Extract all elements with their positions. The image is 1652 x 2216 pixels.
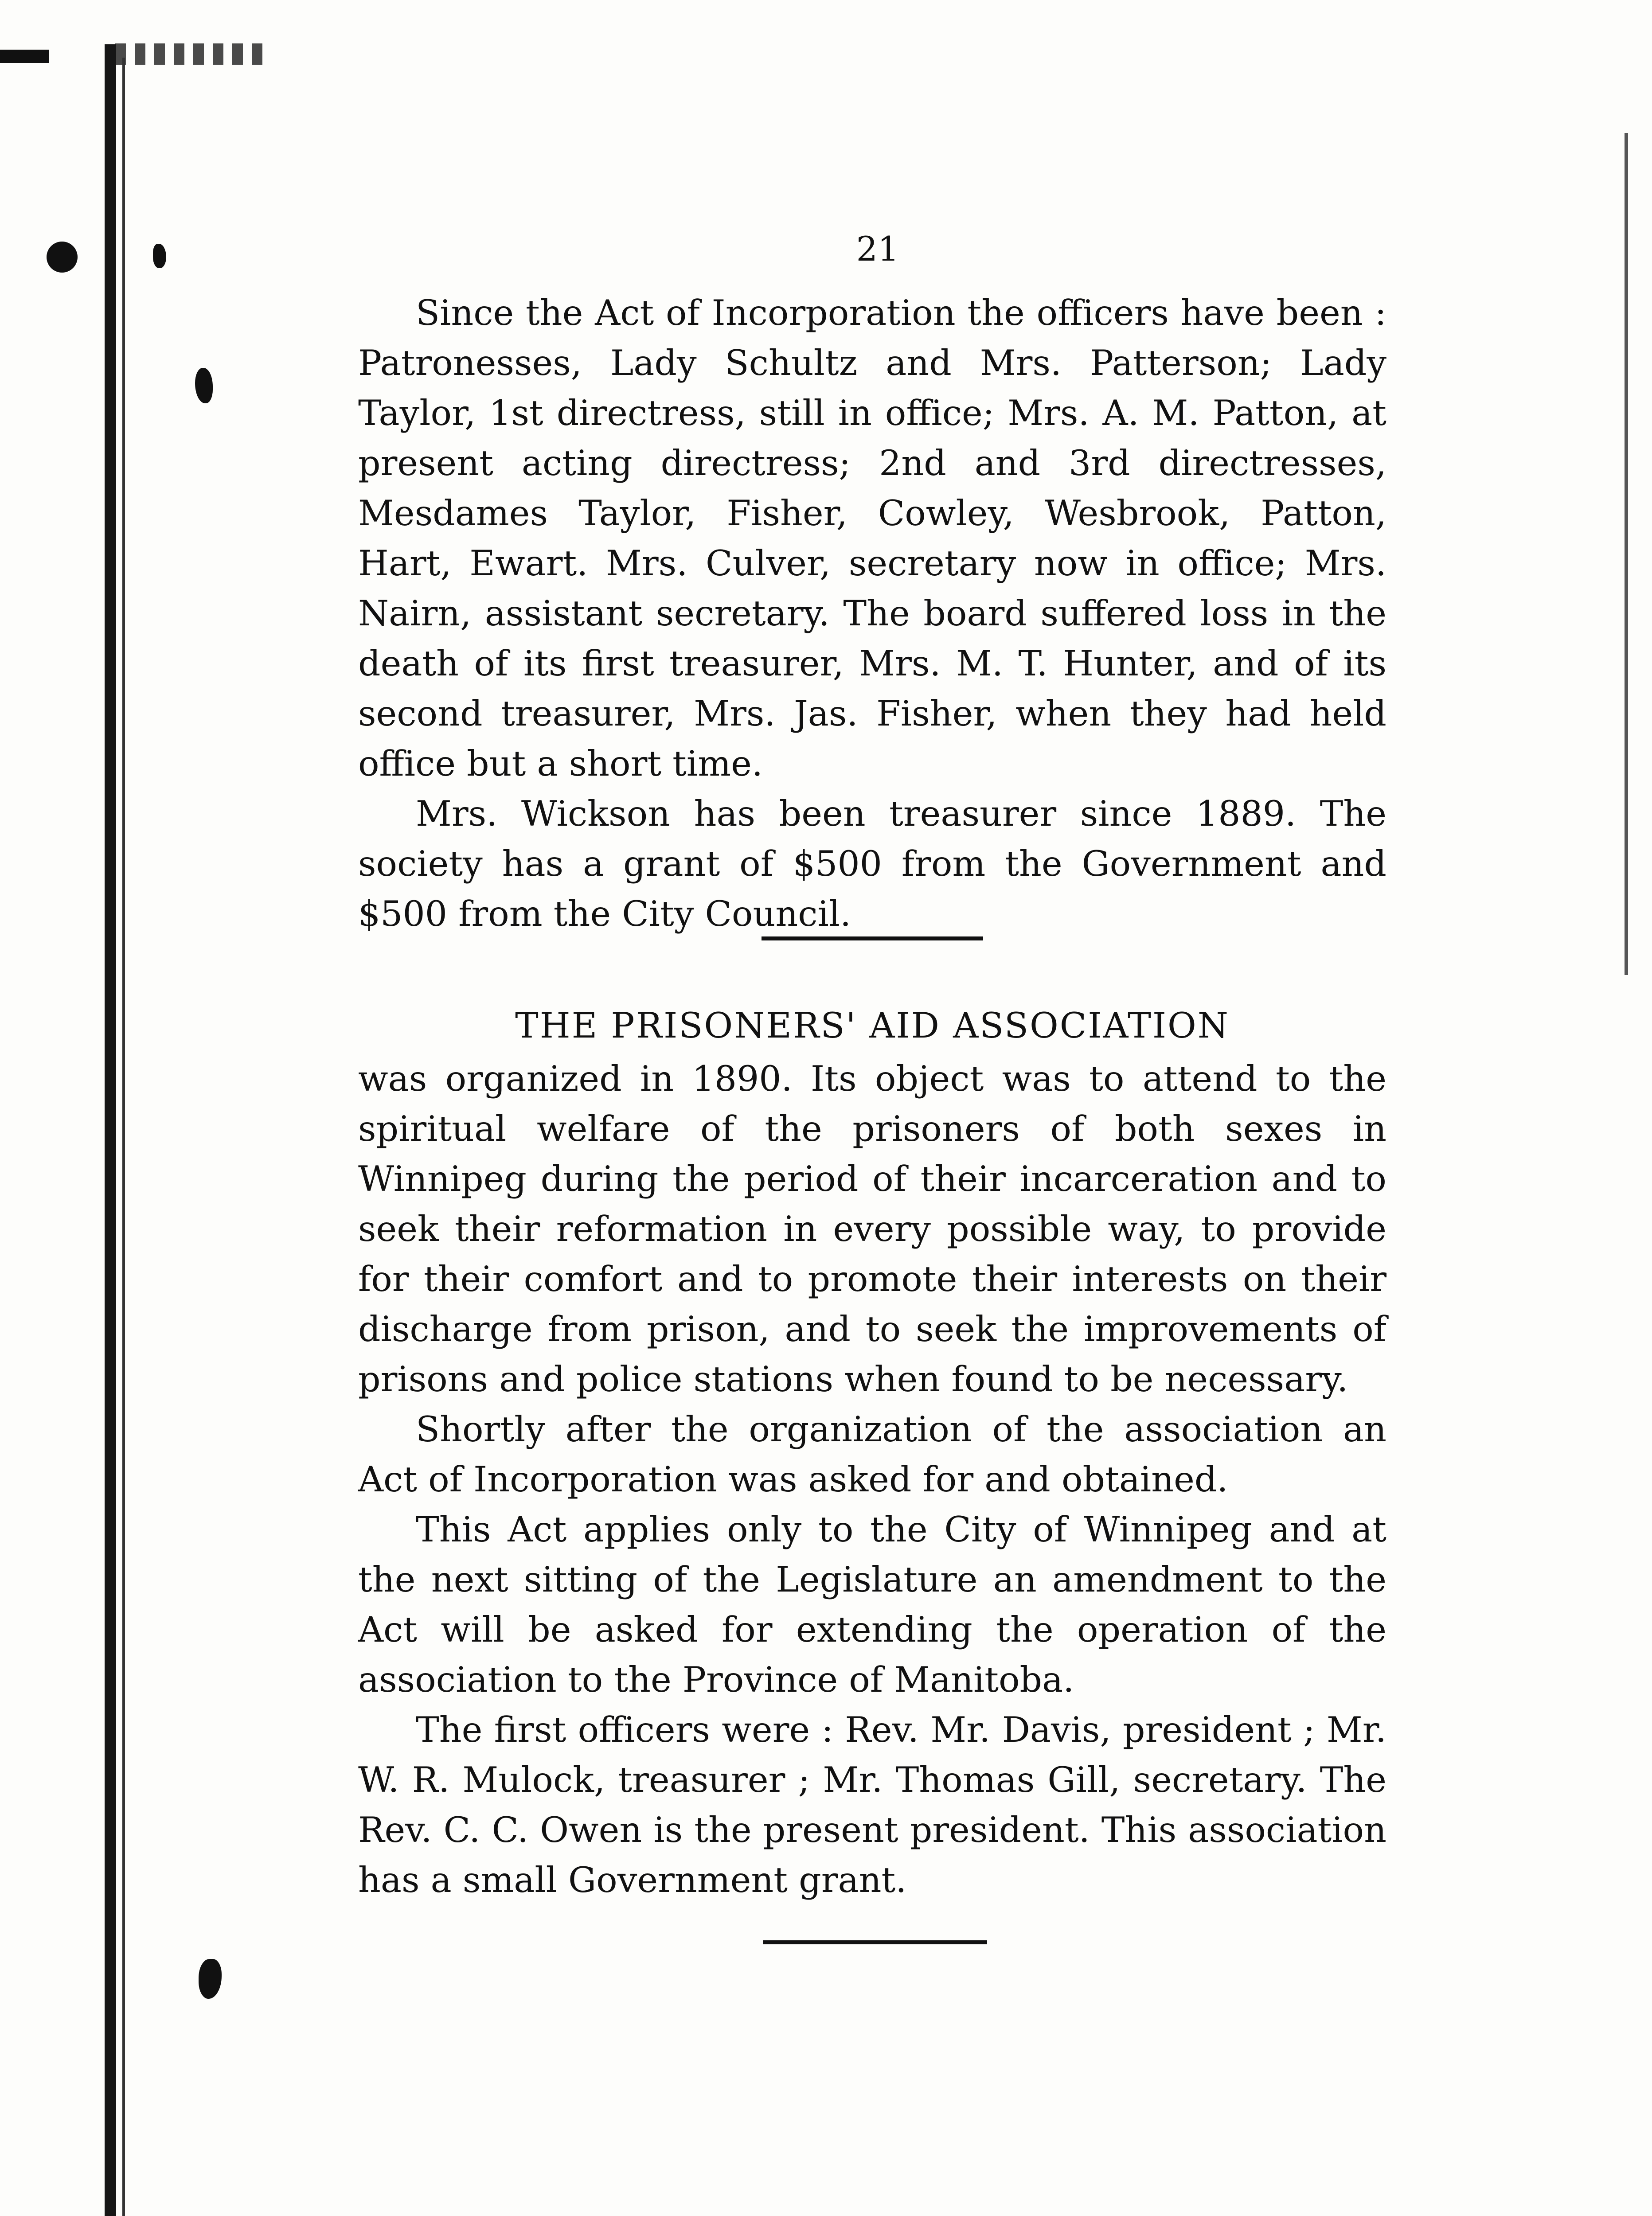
section-heading: THE PRISONERS' AID ASSOCIATION bbox=[515, 1005, 1230, 1046]
paragraph: Shortly after the organization of the association an Act of Incorporation was asked for and obtained. bbox=[358, 1409, 1386, 1500]
ink-blot bbox=[195, 368, 213, 403]
paragraph: The first officers were : Rev. Mr. Davis, president ; Mr. W. R. Mulock, treasurer ; Mr. Thomas Gill, secretary. The Rev. C. C. Owen is the present president. This association has a small Government grant. bbox=[358, 1709, 1386, 1900]
paragraph: was organized in 1890. Its object was to attend to the spiritual welfare of the prisoners of both sexes in Winnipeg during the period of their incarceration and to seek their reformation in every possible way, to provide for their comfort and to promote their interests on their discharge from prison, and to seek the improvements of prisons and police stations when found to be necessary. bbox=[358, 1058, 1386, 1400]
prisoners-aid-section bbox=[358, 1054, 1386, 1905]
paragraph: Since the Act of Incorporation the officers have been : Patronesses, Lady Schultz and Mrs. Patterson; Lady Taylor, 1st directress, still in office; Mrs. A. M. Patton, at present acting directress; 2nd and 3rd directresses, Mesdames Taylor, Fisher, Cowley, Wesbrook, Patton, Hart, Ewart. Mrs. Culver, secretary now in office; Mrs. Nairn, assistant secretary. The board suffered loss in the death of its first treasurer, Mrs. M. T. Hunter, and of its second treasurer, Mrs. Jas. Fisher, when they had held office but a short time. bbox=[358, 293, 1386, 784]
page-number: 21 bbox=[856, 229, 899, 269]
ink-blot bbox=[199, 1959, 222, 1999]
ink-blot bbox=[153, 244, 166, 268]
section-divider bbox=[762, 936, 983, 940]
scan-artifact-top-bar bbox=[0, 50, 49, 63]
page-right-edge bbox=[1625, 133, 1628, 975]
page-binding-edge bbox=[105, 44, 116, 2216]
officers-section bbox=[358, 288, 1386, 939]
section-divider bbox=[763, 1940, 987, 1944]
scan-artifact-top-marks bbox=[115, 43, 266, 65]
paragraph: Mrs. Wickson has been treasurer since 1889. The society has a grant of $500 from the Government and $500 from the City Council. bbox=[358, 793, 1386, 934]
page-binding-inner-edge bbox=[122, 58, 125, 2216]
paragraph: This Act applies only to the City of Winnipeg and at the next sitting of the Legislature an amendment to the Act will be asked for extending the operation of the association to the Province of Manitoba. bbox=[358, 1509, 1386, 1700]
ink-blot bbox=[47, 242, 78, 273]
